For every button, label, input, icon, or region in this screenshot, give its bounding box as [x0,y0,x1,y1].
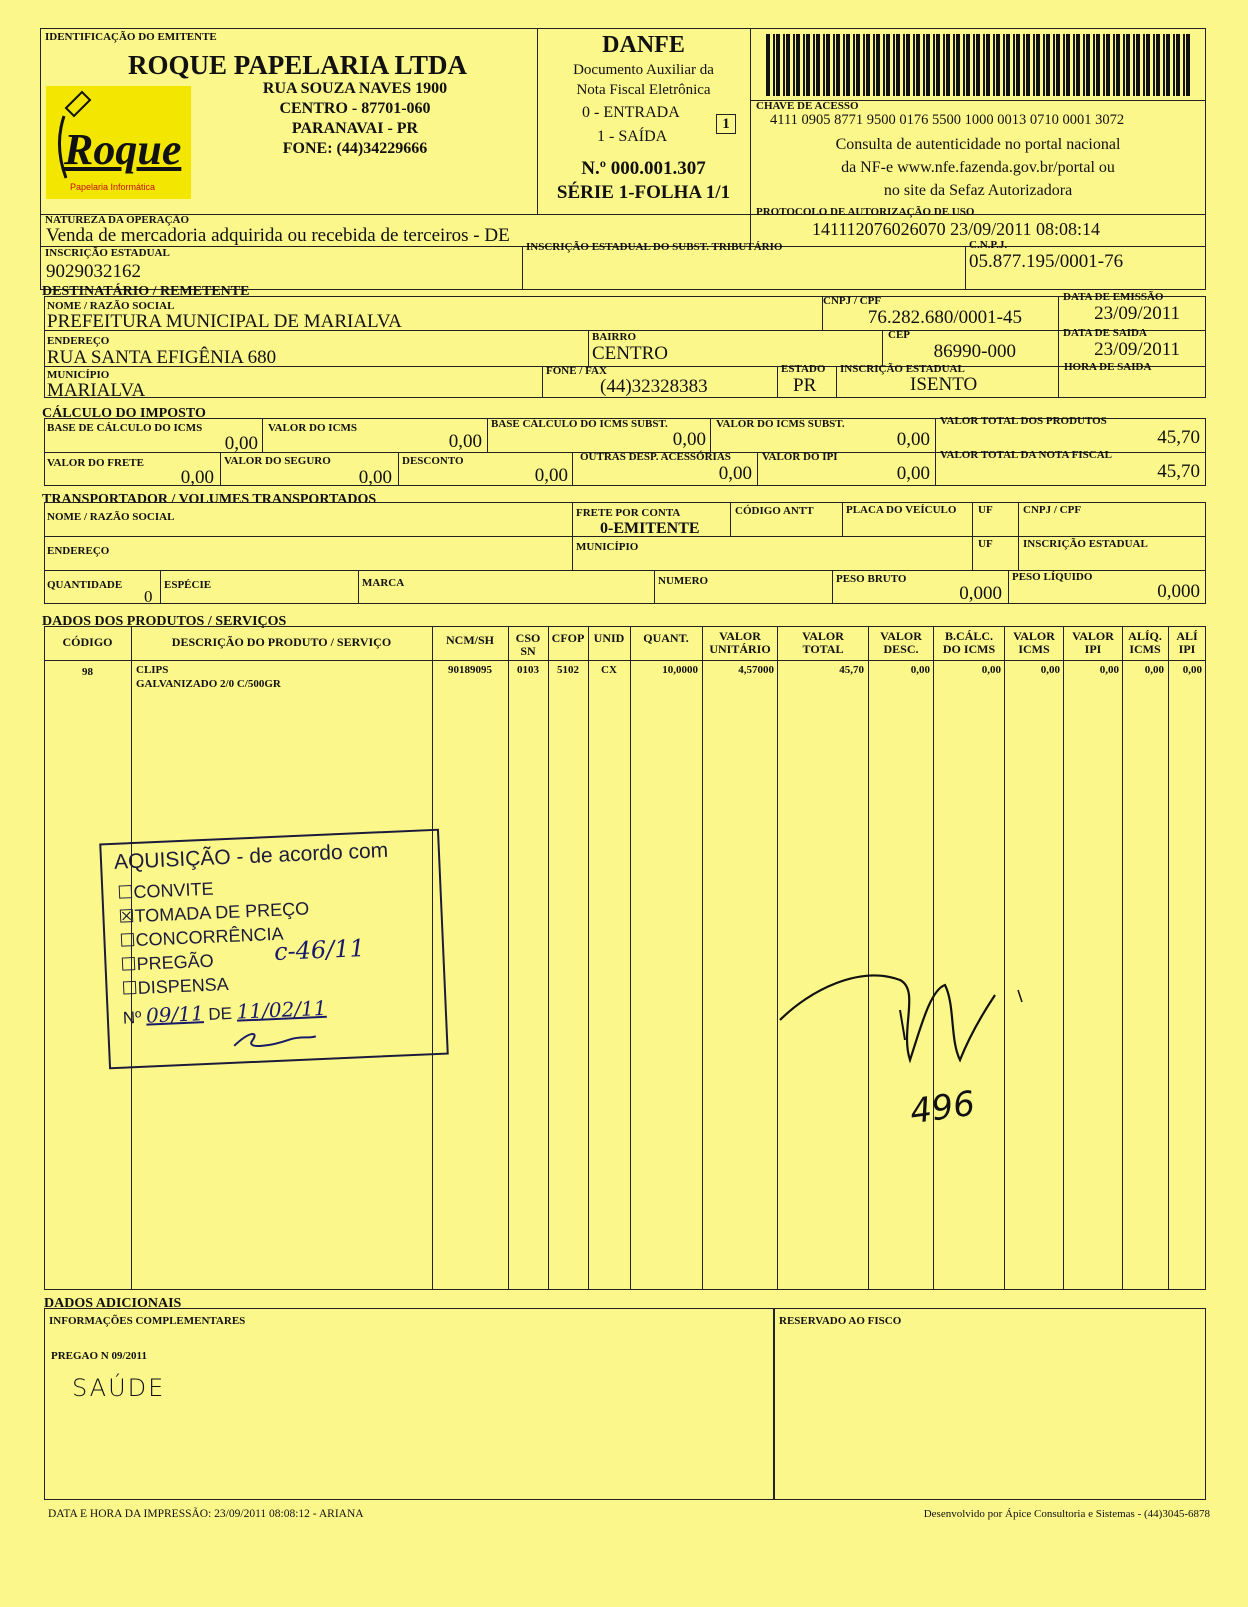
dest-endereco: RUA SANTA EFIGÊNIA 680 [47,347,277,368]
stamp-number-line: Nº 09/11 DE 11/02/11 [122,995,327,1028]
dest-nome: PREFEITURA MUNICIPAL DE MARIALVA [47,311,402,332]
dest-municipio-label: MUNICÍPIO [47,369,110,381]
dest-cnpj: 76.282.680/0001-45 [867,307,1022,328]
stamp-option-convite: ☐CONVITE [116,878,214,903]
dest-endereco-label: ENDEREÇO [47,335,110,347]
col-cfop: CFOP [551,631,585,645]
cell-vunit: 4,57000 [738,664,774,676]
reservado-fisco-box [774,1308,1206,1500]
protocolo-value: 141112076026070 23/09/2011 08:08:14 [812,219,1100,239]
produtos-section: DADOS DOS PRODUTOS / SERVIÇOS [42,614,287,629]
col-quant: QUANT. [643,631,689,645]
stamp-date: 11/02/11 [236,995,327,1024]
info-label: INFORMAÇÕES COMPLEMENTARES [49,1315,246,1327]
dest-cnpj-label: CNPJ / CPF [823,295,882,307]
cell-descricao-2: GALVANIZADO 2/0 C/500GR [136,678,281,690]
transp-uf2-label: UF [978,538,993,550]
icms: 0,00 [448,431,482,452]
dest-hora-label: HORA DE SAIDA [1064,361,1152,373]
protocolo-label: PROTOCOLO DE AUTORIZAÇÃO DE USO [756,206,975,218]
cell-bcicms: 0,00 [981,664,1001,676]
peso-bruto: 0,000 [959,583,1002,604]
logo-subtitle: Papelaria Informática [70,182,156,192]
company-logo [46,86,191,199]
acquisition-stamp [99,829,449,1070]
transp-endereco-label: ENDEREÇO [47,545,110,557]
cell-vdesc: 0,00 [910,664,930,676]
quantidade: 0 [144,587,153,606]
bc-icms: 0,00 [224,433,258,454]
peso-liquido-label: PESO LÍQUIDO [1012,571,1093,583]
total-prod: 45,70 [1157,427,1200,448]
barcode [766,34,1190,96]
cell-vtotal: 45,70 [839,664,864,676]
danfe-line1: Documento Auxiliar da [573,62,714,78]
cell-unid: CX [601,664,617,676]
ipi: 0,00 [896,463,930,484]
dest-cep: 86990-000 [933,341,1016,362]
desconto-label: DESCONTO [402,455,464,467]
emitente-district: CENTRO - 87701-060 [279,100,431,117]
frete-label: VALOR DO FRETE [47,457,144,469]
col-unid: UNID [593,631,625,645]
cell-aliq-ipi: 0,00 [1182,664,1202,676]
outras: 0,00 [718,463,752,484]
consulta-line2: da NF-e www.nfe.fazenda.gov.br/portal ou [841,159,1115,176]
dest-estado-label: ESTADO [781,363,826,375]
cell-codigo: 98 [82,666,93,678]
numero-label: NUMERO [658,575,709,587]
col-vtotal: VALOR TOTAL [802,629,844,656]
dest-saida-label: DATA DE SAIDA [1063,327,1147,339]
dest-emissao: 23/09/2011 [1094,303,1180,324]
cell-descricao-1: CLIPS [136,664,169,676]
ipi-label: VALOR DO IPI [762,451,838,463]
col-ncm: NCM/SH [446,633,494,647]
danfe-numero: N.º 000.001.307 [581,158,706,179]
footer-print-date: DATA E HORA DA IMPRESSÃO: 23/09/2011 08:08:12 - ARIANA [48,1508,364,1520]
dest-saida: 23/09/2011 [1094,339,1180,360]
dest-estado: PR [793,375,817,396]
chave-value: 4111 0905 8771 9500 0176 5500 1000 0013 0710 0001 3072 [770,112,1125,128]
col-vunit: VALOR UNITÁRIO [709,629,771,656]
chave-label: CHAVE DE ACESSO [756,100,859,112]
transp-antt-label: CÓDIGO ANTT [735,505,814,517]
col-cso: CSO SN [515,631,541,658]
dest-bairro: CENTRO [592,343,668,364]
cell-vipi: 0,00 [1099,664,1119,676]
imposto-section: CÁLCULO DO IMPOSTO [42,406,206,421]
frete: 0,00 [180,467,214,488]
peso-liquido: 0,000 [1157,581,1200,602]
icms-label: VALOR DO ICMS [268,422,358,434]
transp-uf-label: UF [978,504,993,516]
dest-fone: (44)32328383 [600,376,708,397]
emitente-section-label: IDENTIFICAÇÃO DO EMITENTE [45,31,217,43]
cell-cfop: 5102 [557,664,579,676]
stamp-title: AQUISIÇÃO - de acordo com [113,838,389,874]
ie-subst-label: INSCRIÇÃO ESTADUAL DO SUBST. TRIBUTÁRIO [526,241,783,253]
col-aliq-icms: ALÍQ. ICMS [1128,629,1162,656]
bc-icms-label: BASE DE CÁLCULO DO ICMS [47,422,203,434]
transp-nome-label: NOME / RAZÃO SOCIAL [47,511,175,523]
transp-frete: 0-EMITENTE [600,520,700,537]
natureza-value: Venda de mercadoria adquirida ou recebida de terceiros - DE [46,225,510,246]
info-text: PREGAO N 09/2011 [51,1350,147,1362]
danfe-tipo-box: 1 [716,114,736,134]
col-codigo: CÓDIGO [62,635,113,649]
dest-ie: ISENTO [910,374,978,395]
fisco-label: RESERVADO AO FISCO [779,1315,902,1327]
natureza-label: NATUREZA DA OPERAÇÃO [45,214,190,226]
cnpj-emit-label: C.N.P.J. [969,239,1008,251]
cnpj-emit-value: 05.877.195/0001-76 [969,251,1124,272]
cell-quant: 10,0000 [662,664,698,676]
danfe-entrada: 0 - ENTRADA [582,104,680,121]
destinatario-section: DESTINATÁRIO / REMETENTE [42,284,250,299]
transp-placa-label: PLACA DO VEÍCULO [846,504,957,516]
transp-ie-label: INSCRIÇÃO ESTADUAL [1023,538,1148,550]
cell-cso: 0103 [517,664,539,676]
especie-label: ESPÉCIE [164,579,212,591]
quantidade-label: QUANTIDADE [47,579,123,591]
bc-st: 0,00 [672,429,706,450]
col-descricao: DESCRIÇÃO DO PRODUTO / SERVIÇO [171,635,392,649]
bc-st-label: BASE CÁLCULO DO ICMS SUBST. [491,418,668,430]
dest-cep-label: CEP [888,329,910,341]
transp-frete-label: FRETE POR CONTA [576,507,681,519]
dest-emissao-label: DATA DE EMISSÃO [1063,291,1164,303]
emitente-address: RUA SOUZA NAVES 1900 [262,80,448,97]
consulta-line3: no site da Sefaz Autorizadora [883,182,1073,199]
ie-value: 9029032162 [46,261,141,282]
col-bcicms: B.CÁLC. DO ICMS [942,629,996,656]
handwritten-signature [770,950,1050,1090]
stamp-initials [229,1024,320,1054]
seguro: 0,00 [358,467,392,488]
col-aliq-ipi: ALÍ IPI [1176,629,1198,656]
total-nota: 45,70 [1157,461,1200,482]
total-nota-label: VALOR TOTAL DA NOTA FISCAL [940,449,1112,461]
stamp-option-tomada: ☒TOMADA DE PREÇO [118,898,310,927]
total-prod-label: VALOR TOTAL DOS PRODUTOS [940,415,1107,427]
danfe-serie: SÉRIE 1-FOLHA 1/1 [556,182,731,203]
danfe-saida: 1 - SAÍDA [597,128,668,145]
stamp-option-concorrencia: ☐CONCORRÊNCIA [119,923,284,951]
emitente-city: PARANAVAI - PR [291,120,419,137]
consulta-line1: Consulta de autenticidade no portal nacional [835,136,1121,153]
col-vdesc: VALOR DESC. [880,629,922,656]
col-vipi: VALOR IPI [1072,629,1114,656]
stamp-pregao-handwritten: c-46/11 [273,934,366,966]
dest-bairro-label: BAIRRO [592,331,637,343]
footer-developer: Desenvolvido por Ápice Consultoria e Sistemas - (44)3045-6878 [923,1508,1210,1520]
dest-fone-label: FONE / FAX [546,365,607,377]
ie-label: INSCRIÇÃO ESTADUAL [45,247,170,259]
transp-cnpj-label: CNPJ / CPF [1023,504,1082,516]
seguro-label: VALOR DO SEGURO [224,455,331,467]
dest-ie-label: INSCRIÇÃO ESTADUAL [840,363,965,375]
icms-st: 0,00 [896,429,930,450]
icms-st-label: VALOR DO ICMS SUBST. [716,418,845,430]
cell-ncm: 90189095 [448,664,492,676]
stamp-option-dispensa: ☐DISPENSA [121,974,230,999]
handwritten-saude: SAÚDE [72,1374,166,1402]
logo-wordmark: Roque [64,125,182,174]
handwritten-number: 496 [907,1083,978,1133]
danfe-title: DANFE [602,32,685,58]
marca-label: MARCA [362,577,405,589]
transp-municipio-label: MUNICÍPIO [576,541,639,553]
info-complementares-box [44,1308,774,1500]
adicionais-section: DADOS ADICIONAIS [44,1296,182,1311]
dest-municipio: MARIALVA [47,380,146,401]
peso-bruto-label: PESO BRUTO [836,573,907,585]
emitente-name: ROQUE PAPELARIA LTDA [128,50,468,80]
stamp-option-pregao: ☐PREGÃO [120,950,215,975]
col-vicms: VALOR ICMS [1013,629,1055,656]
desconto: 0,00 [534,465,568,486]
dest-nome-label: NOME / RAZÃO SOCIAL [47,300,175,312]
transportador-section: TRANSPORTADOR / VOLUMES TRANSPORTADOS [42,492,377,507]
cell-aliq-icms: 0,00 [1144,664,1164,676]
cell-vicms: 0,00 [1040,664,1060,676]
stamp-number: 09/11 [145,1001,205,1028]
outras-label: OUTRAS DESP. ACESSÓRIAS [580,451,731,463]
danfe-line2: Nota Fiscal Eletrônica [576,82,711,98]
emitente-phone: FONE: (44)34229666 [282,140,428,157]
